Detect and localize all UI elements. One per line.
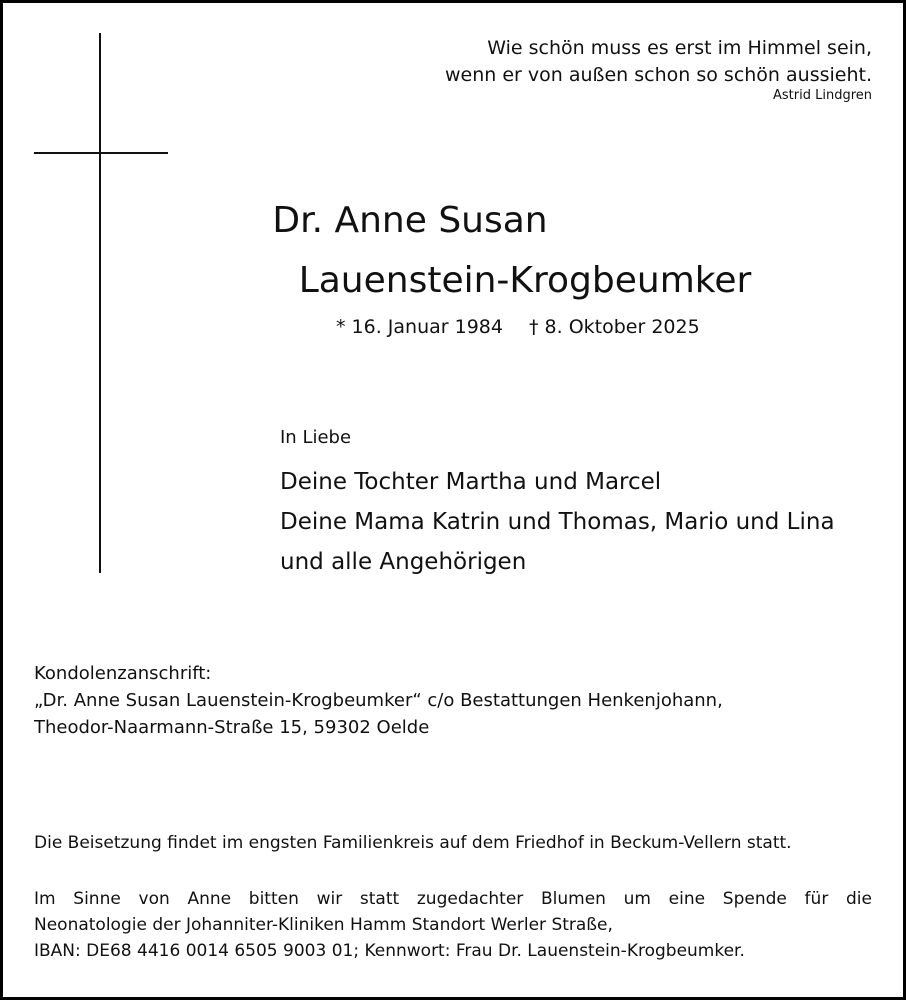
death-date: † 8. Oktober 2025 (528, 316, 700, 338)
deceased-name-line-1: Dr. Anne Susan (272, 200, 548, 241)
condolence-address-line-1: „Dr. Anne Susan Lauenstein-Krogbeumker“ c/o Bestattungen Henkenjohann, (34, 690, 723, 711)
quote-line-1: Wie schön muss es erst im Himmel sein, (487, 37, 872, 59)
donation-line-3: IBAN: DE68 4416 0014 6505 9003 01; Kennwort: Frau Dr. Lauenstein-Krogbeumker. (34, 941, 745, 961)
donation-line-1: Im Sinne von Anne bitten wir statt zugedachter Blumen um eine Spende für die (34, 889, 872, 909)
quote-line-2: wenn er von außen schon so schön aussieht. (445, 64, 872, 86)
mourner-line: und alle Angehörigen (280, 549, 527, 575)
condolence-label: Kondolenzanschrift: (34, 663, 212, 684)
burial-notice: Die Beisetzung findet im engsten Familienkreis auf dem Friedhof in Beckum-Vellern statt. (34, 833, 792, 853)
quote-author: Astrid Lindgren (773, 88, 872, 103)
cross-icon (99, 33, 101, 573)
mourner-line: Deine Tochter Martha und Marcel (280, 469, 662, 495)
donation-line-2: Neonatologie der Johanniter-Kliniken Hamm Standort Werler Straße, (34, 915, 613, 935)
condolence-address (34, 660, 723, 741)
mourners-intro: In Liebe (280, 427, 352, 448)
life-dates (336, 314, 700, 340)
deceased-name-line-2: Lauenstein-Krogbeumker (298, 260, 752, 301)
mourner-line: Deine Mama Katrin und Thomas, Mario und Lina (280, 509, 835, 535)
condolence-address-line-2: Theodor-Naarmann-Straße 15, 59302 Oelde (34, 717, 430, 738)
quote-block (445, 35, 872, 105)
cross-icon-crossbar (34, 152, 168, 154)
donation-notice (34, 886, 872, 964)
birth-date: * 16. Januar 1984 (336, 316, 503, 338)
mourners-list (280, 462, 835, 582)
